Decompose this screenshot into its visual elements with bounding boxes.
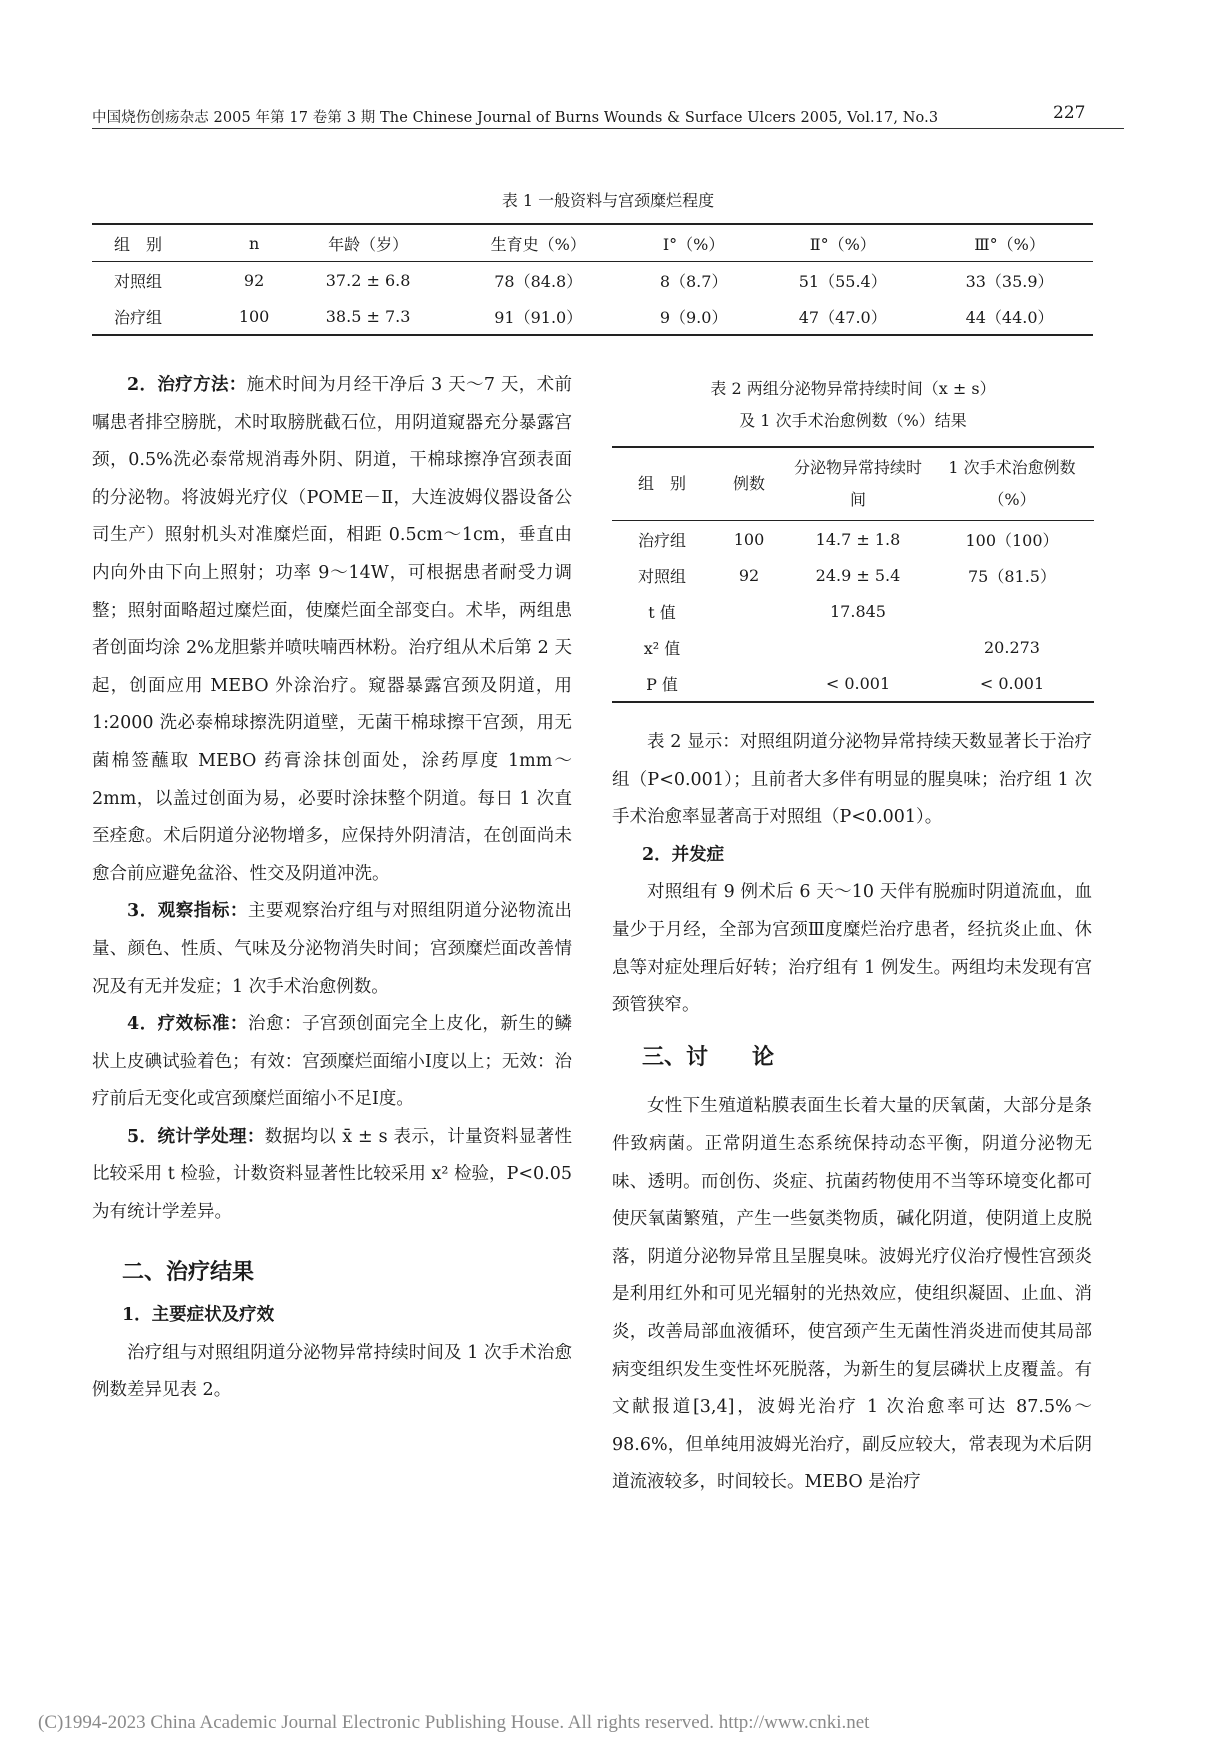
paragraph-criteria xyxy=(92,1006,572,1119)
header-rule xyxy=(92,128,1124,129)
table-cell xyxy=(786,629,930,665)
table1-header: Ⅲ°（%） xyxy=(974,234,1045,254)
running-header: 中国烧伤创疡杂志 2005 年第 17 卷第 3 期 The Chinese Journal of Burns Wounds & Surface Ulcers 2005, Vol.17, No.3 xyxy=(92,110,939,126)
subsection-heading: 2．并发症 xyxy=(642,844,725,865)
copyright-footer: (C)1994-2023 China Academic Journal Electronic Publishing House. All rights reserved. http://www.cnki.net xyxy=(38,1712,870,1733)
paragraph-heading: 4．疗效标准： xyxy=(127,1014,248,1035)
table-cell: 91（91.0） xyxy=(494,307,583,327)
table-cell: 20.273 xyxy=(984,637,1040,657)
table-row xyxy=(92,262,1093,299)
table-row xyxy=(92,298,1093,335)
table-cell: < 0.001 xyxy=(979,673,1045,693)
paragraph-text: 治愈：子宫颈创面完全上皮化，新生的鳞状上皮碘试验着色；有效：宫颈糜烂面缩小Ⅰ度以上；无效：治疗前后无变化或宫颈糜烂面缩小不足Ⅰ度。 xyxy=(92,1014,572,1110)
table1 xyxy=(92,223,1093,336)
table-row xyxy=(612,629,1094,665)
paragraph-text: 女性下生殖道粘膜表面生长着大量的厌氧菌，大部分是条件致病菌。正常阴道生态系统保持动态平衡，阴道分泌物无味、透明。而创伤、炎症、抗菌药物使用不当等环境变化都可使厌氧菌繁殖，产生一些氨类物质，碱化阴道，使阴道上皮脱落，阴道分泌物异常且呈腥臭味。波姆光疗仪治疗慢性宫颈炎是利用红外和可见光辐射的光热效应，使组织凝固、止血、消炎，改善局部血液循环，使宫颈产生无菌性消炎进而使其局部病变组织发生变性坏死脱落，为新生的复层磷状上皮覆盖。有文献报道[3,4]，波姆光治疗 1 次治愈率可达 87.5%～98.6%，但单纯用波姆光治疗，副反应较大，常表现为术后阴道流液较多，时间较长。MEBO 是治疗 xyxy=(612,1096,1092,1493)
table1-header: 生育史（%） xyxy=(490,234,586,254)
table-cell xyxy=(930,593,1094,629)
table1-header: Ⅱ°（%） xyxy=(809,234,876,254)
table-cell: < 0.001 xyxy=(825,673,891,693)
table-cell: 治疗组 xyxy=(637,530,686,550)
paragraph-text: 施术时间为月经干净后 3 天～7 天，术前嘱患者排空膀胱，术时取膀胱截石位，用阴道窥器充分暴露宫颈，0.5%洗必泰常规消毒外阴、阴道，干棉球擦净宫颈表面的分泌物。将波姆光疗仪（POME－Ⅱ，大连波姆仪器设备公司生产）照射机头对准糜烂面，相距 0.5cm～1cm，垂直由内向外由下向上照射；功率 9～14W，可根据患者耐受力调整；照射面略超过糜烂面，使糜烂面全部变白。术毕，两组患者创面均涂 2%龙胆紫并喷呋喃西林粉。治疗组从术后第 2 天起，创面应用 MEBO 外涂治疗。窥器暴露宫颈及阴道，用 1:2000 洗必泰棉球擦洗阴道壁，无菌干棉球擦干宫颈，用无菌棉签蘸取 MEBO 药膏涂抹创面处，涂药厚度 1mm～2mm，以盖过创面为易，必要时涂抹整个阴道。每日 1 次直至痊愈。术后阴道分泌物增多，应保持外阴清洁，在创面尚未愈合前应避免盆浴、性交及阴道冲洗。 xyxy=(92,375,572,884)
table-cell: 100 xyxy=(733,529,765,549)
paragraph-treatment-method xyxy=(92,367,572,893)
paragraph-text: 对照组有 9 例术后 6 天～10 天伴有脱痂时阴道流血，血量少于月经，全部为宫颈Ⅲ度糜烂治疗患者，经抗炎止血、休息等对症处理后好转；治疗组有 1 例发生。两组均未发现有宫颈管狭窄。 xyxy=(612,882,1092,1016)
table-cell: 8（8.7） xyxy=(659,271,728,291)
table-cell xyxy=(712,629,786,665)
table-cell: 44（44.0） xyxy=(965,307,1054,327)
paragraph-observation xyxy=(92,893,572,1006)
table2-title xyxy=(612,373,1094,437)
table1-title: 表 1 一般资料与宫颈糜烂程度 xyxy=(501,191,715,210)
section-heading: 二、治疗结果 xyxy=(122,1258,255,1285)
right-column xyxy=(612,724,1092,1502)
table-row xyxy=(612,665,1094,702)
paragraph-heading: 3．观察指标： xyxy=(127,901,248,922)
table-cell: 33（35.9） xyxy=(965,271,1054,291)
table-cell: 37.2 ± 6.8 xyxy=(325,270,411,290)
table-cell: 对照组 xyxy=(637,566,686,586)
paragraph-heading: 2．治疗方法： xyxy=(127,375,247,395)
table-cell: 9（9.0） xyxy=(659,307,728,327)
table-row xyxy=(612,521,1094,558)
table-cell: 92 xyxy=(243,270,265,290)
table-cell: 38.5 ± 7.3 xyxy=(325,306,411,326)
table-cell: 14.7 ± 1.8 xyxy=(815,529,901,549)
table-cell: 75（81.5） xyxy=(968,566,1056,586)
table2 xyxy=(612,446,1094,703)
table2-title-line: 表 2 两组分泌物异常持续时间（x ± s） xyxy=(710,379,996,398)
subsection-heading: 1．主要症状及疗效 xyxy=(122,1305,275,1326)
section-heading: 三、讨 论 xyxy=(642,1043,775,1070)
paragraph-text: 表 2 显示：对照组阴道分泌物异常持续天数显著长于治疗组（P<0.001）；且前者大多伴有明显的腥臭味；治疗组 1 次手术治愈率显著高于对照组（P<0.001）。 xyxy=(612,732,1092,828)
table-cell: 100 xyxy=(238,306,270,326)
table2-header: 组 别 xyxy=(637,474,686,493)
table2-header: 分泌物异常持续时间 xyxy=(793,458,922,509)
table2-header-row xyxy=(612,447,1094,521)
table-cell: 51（55.4） xyxy=(798,271,887,291)
table-cell: 92 xyxy=(738,565,760,585)
table-cell: 治疗组 xyxy=(114,307,163,327)
page-number: 227 xyxy=(1053,103,1086,123)
paragraph-text: 治疗组与对照组阴道分泌物异常持续时间及 1 次手术治愈例数差异见表 2。 xyxy=(92,1342,572,1401)
table-cell xyxy=(712,665,786,702)
left-column xyxy=(92,367,572,1410)
table2-header: 例数 xyxy=(732,474,765,493)
table2-title-line: 及 1 次手术治愈例数（%）结果 xyxy=(739,411,967,430)
table-cell: 对照组 xyxy=(114,271,163,291)
table1-header: 年龄（岁） xyxy=(328,234,409,254)
table2-header: 1 次手术治愈例数（%） xyxy=(948,458,1076,509)
table-cell: 47（47.0） xyxy=(798,307,887,327)
paragraph-text: 主要观察治疗组与对照组阴道分泌物流出量、颜色、性质、气味及分泌物消失时间；宫颈糜烂面改善情况及有无并发症；1 次手术治愈例数。 xyxy=(92,901,572,997)
table1-header: Ⅰ°（%） xyxy=(662,234,725,254)
table-cell xyxy=(712,593,786,629)
table-cell: P 值 xyxy=(646,674,678,694)
table-cell: t 值 xyxy=(648,602,676,622)
table1-header: 组 别 xyxy=(114,234,163,254)
paragraph-statistics xyxy=(92,1119,572,1232)
table1-header: n xyxy=(248,233,260,253)
table-cell: 100（100） xyxy=(965,530,1059,550)
table-cell: 17.845 xyxy=(830,601,886,621)
paragraph-heading: 5．统计学处理： xyxy=(127,1126,265,1147)
table-cell: 78（84.8） xyxy=(494,271,583,291)
table-row xyxy=(612,593,1094,629)
table-row xyxy=(612,557,1094,593)
paragraph-text: 数据均以 x̄ ± s 表示，计量资料显著性比较采用 t 检验，计数资料显著性比较采用 x² 检验，P<0.05 为有统计学差异。 xyxy=(92,1126,572,1223)
table-cell: 24.9 ± 5.4 xyxy=(815,565,901,585)
table-cell: x² 值 xyxy=(643,638,681,658)
table1-header-row xyxy=(92,224,1093,262)
